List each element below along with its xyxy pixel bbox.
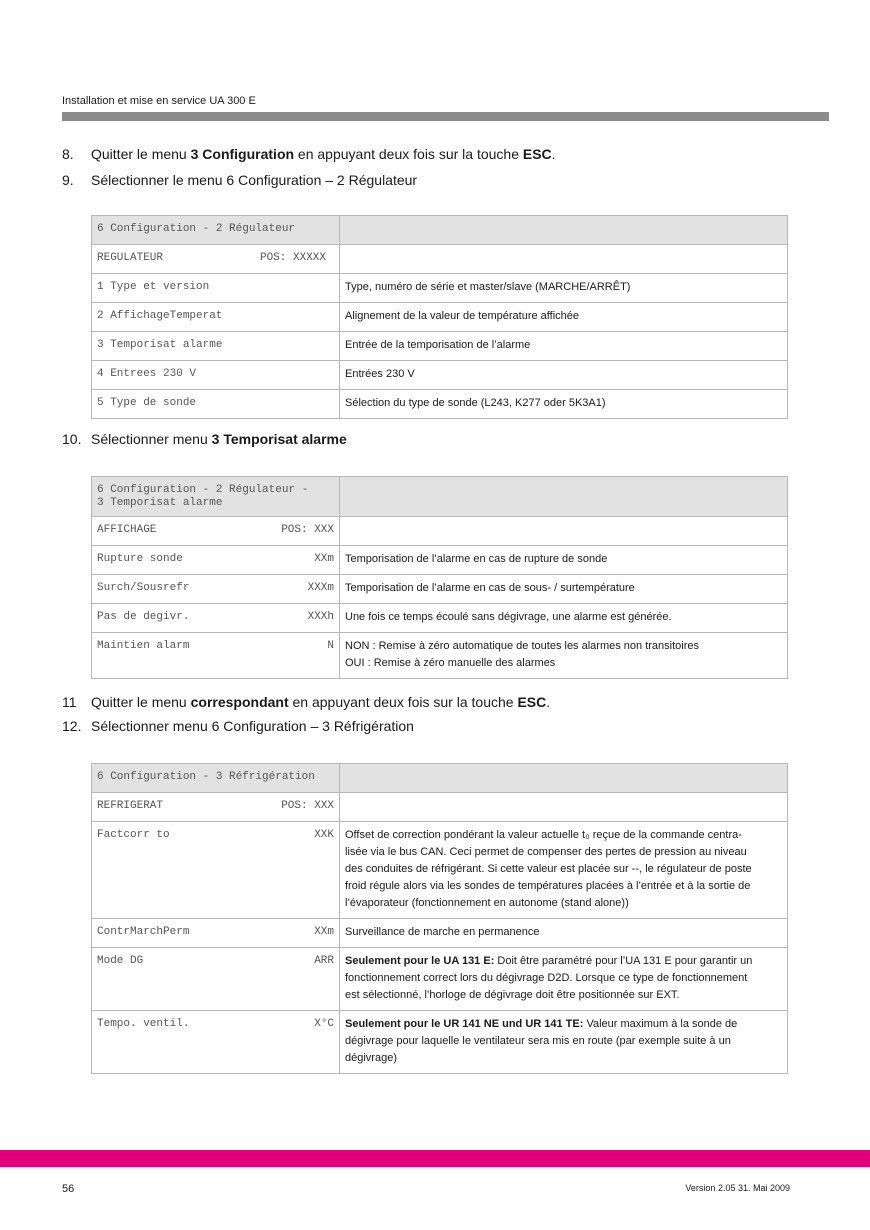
menu-line (97, 252, 334, 265)
menu-label: Pas de degivr. (97, 611, 190, 623)
menu-cell (92, 274, 340, 303)
table-header-row (92, 477, 788, 517)
menu-cell (92, 604, 340, 633)
step-text: en appuyant deux fois sur la touche (294, 146, 523, 162)
table-row (92, 822, 788, 919)
description-text: l’évaporateur (fonctionnement en autonome (stand alone)) (345, 897, 629, 909)
table-row (92, 274, 788, 303)
menu-table (91, 476, 788, 679)
menu-line (97, 397, 334, 410)
description-line (345, 878, 782, 895)
description-cell (340, 575, 788, 604)
description-line (345, 844, 782, 861)
description-text: fonctionnement correct lors du dégivrage D2D. Lorsque ce type de fonctionnement (345, 972, 748, 984)
description-line (345, 279, 782, 296)
description-text: Type, numéro de série et master/slave (MARCHE/ARRÊT) (345, 281, 631, 293)
step-text: Quitter le menu (91, 694, 191, 710)
menu-value: X°C (314, 1018, 334, 1030)
description-line (345, 580, 782, 597)
step-bold-text: 3 Configuration (190, 146, 295, 162)
step-number: 9. (62, 172, 74, 188)
menu-cell (92, 793, 340, 822)
description-line (345, 987, 782, 1004)
menu-value: POS: XXX (281, 800, 334, 812)
menu-cell (92, 517, 340, 546)
description-cell (340, 1011, 788, 1074)
menu-label: 1 Type et version (97, 281, 210, 293)
header-bar (62, 112, 829, 121)
table-row (92, 948, 788, 1011)
menu-line (97, 310, 334, 323)
table-header-row (92, 764, 788, 793)
description-bold: Seulement pour le UR 141 NE und UR 141 TE: (345, 1018, 584, 1030)
description-cell (340, 633, 788, 679)
description-text: OUI : Remise à zéro manuelle des alarmes (345, 657, 556, 669)
menu-cell (92, 546, 340, 575)
table-header-row (92, 216, 788, 245)
description-line (345, 395, 782, 412)
menu-label: 5 Type de sonde (97, 397, 197, 409)
table-row (92, 517, 788, 546)
menu-value: POS: XXXXX (259, 252, 326, 264)
menu-line (97, 484, 334, 497)
description-line (345, 1016, 782, 1033)
menu-label: Rupture sonde (97, 553, 183, 565)
description-text: Une fois ce temps écoulé sans dégivrage, une alarme est générée. (345, 611, 672, 623)
description-line (345, 221, 782, 238)
menu-line (97, 771, 334, 784)
menu-line (97, 524, 334, 537)
menu-line (97, 281, 334, 294)
step-bold-text: 3 Temporisat alarme (211, 431, 347, 447)
menu-label: 6 Configuration - 2 Régulateur (97, 223, 296, 235)
table-row (92, 793, 788, 822)
menu-line (97, 223, 334, 236)
description-cell (340, 332, 788, 361)
table-row (92, 245, 788, 274)
list-step (62, 431, 347, 447)
description-line (345, 655, 782, 672)
menu-value: POS: XXX (281, 524, 334, 536)
description-line (345, 924, 782, 941)
description-line (345, 827, 782, 844)
menu-label: ContrMarchPerm (97, 926, 190, 938)
step-text: . (551, 146, 556, 162)
table-row (92, 919, 788, 948)
step-text: Quitter le menu (91, 146, 191, 162)
step-text: . (546, 694, 551, 710)
description-text: NON : Remise à zéro automatique de toutes les alarmes non transitoires (345, 640, 699, 652)
table-row (92, 303, 788, 332)
description-line (345, 609, 782, 626)
description-cell (340, 245, 788, 274)
table-row (92, 361, 788, 390)
menu-table (91, 215, 788, 419)
description-text: Surveillance de marche en permanence (345, 926, 540, 938)
description-text: Temporisation de l’alarme en cas de sous- / surtempérature (345, 582, 635, 594)
menu-cell (92, 303, 340, 332)
version-date: Version 2.05 31. Mai 2009 (685, 1183, 790, 1193)
description-text: Offset de correction pondérant la valeur actuelle t₀ reçue de la commande centra- (345, 829, 742, 841)
menu-label: Tempo. ventil. (97, 1018, 190, 1030)
description-cell (340, 274, 788, 303)
description-text: froid régule alors via les sondes de températures placées à l’entrée et à la sortie de (345, 880, 751, 892)
description-text: Alignement de la valeur de température affichée (345, 310, 579, 322)
description-text: est sélectionné, l’horloge de dégivrage doit être positionnée sur EXT. (345, 989, 680, 1001)
list-step (62, 718, 414, 734)
description-text: lisée via le bus CAN. Ceci permet de compenser des pertes de pression au niveau (345, 846, 747, 858)
menu-cell (92, 633, 340, 679)
menu-label: Factcorr to (97, 829, 170, 841)
list-step (62, 694, 550, 710)
description-line (345, 953, 782, 970)
menu-label: 2 AffichageTemperat (97, 310, 223, 322)
menu-label: Surch/Sousrefr (97, 582, 190, 594)
menu-cell (92, 764, 340, 793)
description-cell (340, 517, 788, 546)
step-text: Sélectionner menu 6 Configuration – 3 Réfrigération (91, 718, 414, 734)
description-text: des conduites de réfrigérant. Si cette valeur est placée sur --, le régulateur de poste (345, 863, 752, 875)
table-row (92, 332, 788, 361)
menu-cell (92, 477, 340, 517)
table-row (92, 575, 788, 604)
description-bold: Seulement pour le UA 131 E: (345, 955, 495, 967)
menu-label: Mode DG (97, 955, 144, 967)
menu-cell (92, 361, 340, 390)
description-cell (340, 793, 788, 822)
description-line (345, 861, 782, 878)
menu-line (97, 640, 334, 653)
menu-cell (92, 575, 340, 604)
table-row (92, 604, 788, 633)
step-number: 10. (62, 431, 82, 447)
menu-label: 3 Temporisat alarme (97, 497, 223, 509)
description-text: Temporisation de l’alarme en cas de rupture de sonde (345, 553, 608, 565)
menu-value: N (327, 640, 334, 652)
step-bold-text: ESC (517, 694, 547, 710)
menu-line (97, 955, 334, 968)
menu-value: XXXm (307, 582, 334, 594)
menu-label: 6 Configuration - 3 Réfrigération (97, 771, 315, 783)
step-number: 8. (62, 146, 74, 162)
description-line (345, 638, 782, 655)
page-number: 56 (62, 1183, 75, 1195)
menu-value: ARR (314, 955, 334, 967)
menu-cell (92, 948, 340, 1011)
description-text: Doit être paramétré pour l’UA 131 E pour garantir un (494, 955, 753, 967)
description-line (345, 337, 782, 354)
menu-label: AFFICHAGE (97, 524, 157, 536)
menu-line (97, 582, 334, 595)
menu-value: XXXh (307, 611, 334, 623)
description-text: Valeur maximum à la sonde de (583, 1018, 738, 1030)
menu-table (91, 763, 788, 1074)
menu-cell (92, 245, 340, 274)
menu-value: XXm (314, 553, 334, 565)
menu-cell (92, 822, 340, 919)
description-line (345, 970, 782, 987)
description-text: Entrées 230 V (345, 368, 415, 380)
description-line (345, 366, 782, 383)
description-line (345, 769, 782, 786)
description-line (345, 250, 782, 267)
description-text: dégivrage) (345, 1052, 397, 1064)
menu-line (97, 800, 334, 813)
description-line (345, 482, 782, 499)
menu-label: REFRIGERAT (97, 800, 164, 812)
description-line (345, 522, 782, 539)
list-step (62, 146, 556, 162)
step-text: en appuyant deux fois sur la touche (288, 694, 518, 710)
running-header: Installation et mise en service UA 300 E (62, 95, 256, 107)
description-cell (340, 764, 788, 793)
description-cell (340, 303, 788, 332)
step-number: 11 (62, 694, 77, 710)
menu-label: 6 Configuration - 2 Régulateur - (97, 484, 309, 496)
description-cell (340, 477, 788, 517)
description-cell (340, 361, 788, 390)
description-cell (340, 948, 788, 1011)
menu-cell (92, 332, 340, 361)
menu-line (97, 611, 334, 624)
menu-line (97, 553, 334, 566)
menu-cell (92, 1011, 340, 1074)
description-line (345, 551, 782, 568)
step-number: 12. (62, 718, 82, 734)
step-bold-text: ESC (522, 146, 552, 162)
description-cell (340, 216, 788, 245)
table-row (92, 390, 788, 419)
footer-bar (0, 1150, 870, 1167)
menu-label: 4 Entrees 230 V (97, 368, 197, 380)
menu-line (97, 339, 334, 352)
description-text: Sélection du type de sonde (L243, K277 oder 5K3A1) (345, 397, 606, 409)
table-row (92, 633, 788, 679)
list-step (62, 172, 417, 188)
description-line (345, 1033, 782, 1050)
description-line (345, 308, 782, 325)
table-row (92, 1011, 788, 1074)
description-cell (340, 390, 788, 419)
description-line (345, 1050, 782, 1067)
table-row (92, 546, 788, 575)
step-bold-text: correspondant (190, 694, 289, 710)
menu-label: 3 Temporisat alarme (97, 339, 223, 351)
menu-cell (92, 919, 340, 948)
menu-value: XXK (314, 829, 334, 841)
description-line (345, 895, 782, 912)
menu-label: Maintien alarm (97, 640, 190, 652)
description-text: Entrée de la temporisation de l’alarme (345, 339, 531, 351)
step-text: Sélectionner menu (91, 431, 212, 447)
description-cell (340, 919, 788, 948)
menu-line (97, 926, 334, 939)
description-text: dégivrage pour laquelle le ventilateur sera mis en route (par exemple suite à un (345, 1035, 731, 1047)
menu-line (97, 368, 334, 381)
menu-cell (92, 390, 340, 419)
description-cell (340, 822, 788, 919)
menu-line (97, 829, 334, 842)
description-cell (340, 604, 788, 633)
menu-line (97, 1018, 334, 1031)
menu-cell (92, 216, 340, 245)
step-text: Sélectionner le menu 6 Configuration – 2 Régulateur (91, 172, 418, 188)
menu-line (97, 497, 334, 510)
menu-label: REGULATEUR (97, 252, 164, 264)
description-cell (340, 546, 788, 575)
description-line (345, 798, 782, 815)
menu-value: XXm (314, 926, 334, 938)
